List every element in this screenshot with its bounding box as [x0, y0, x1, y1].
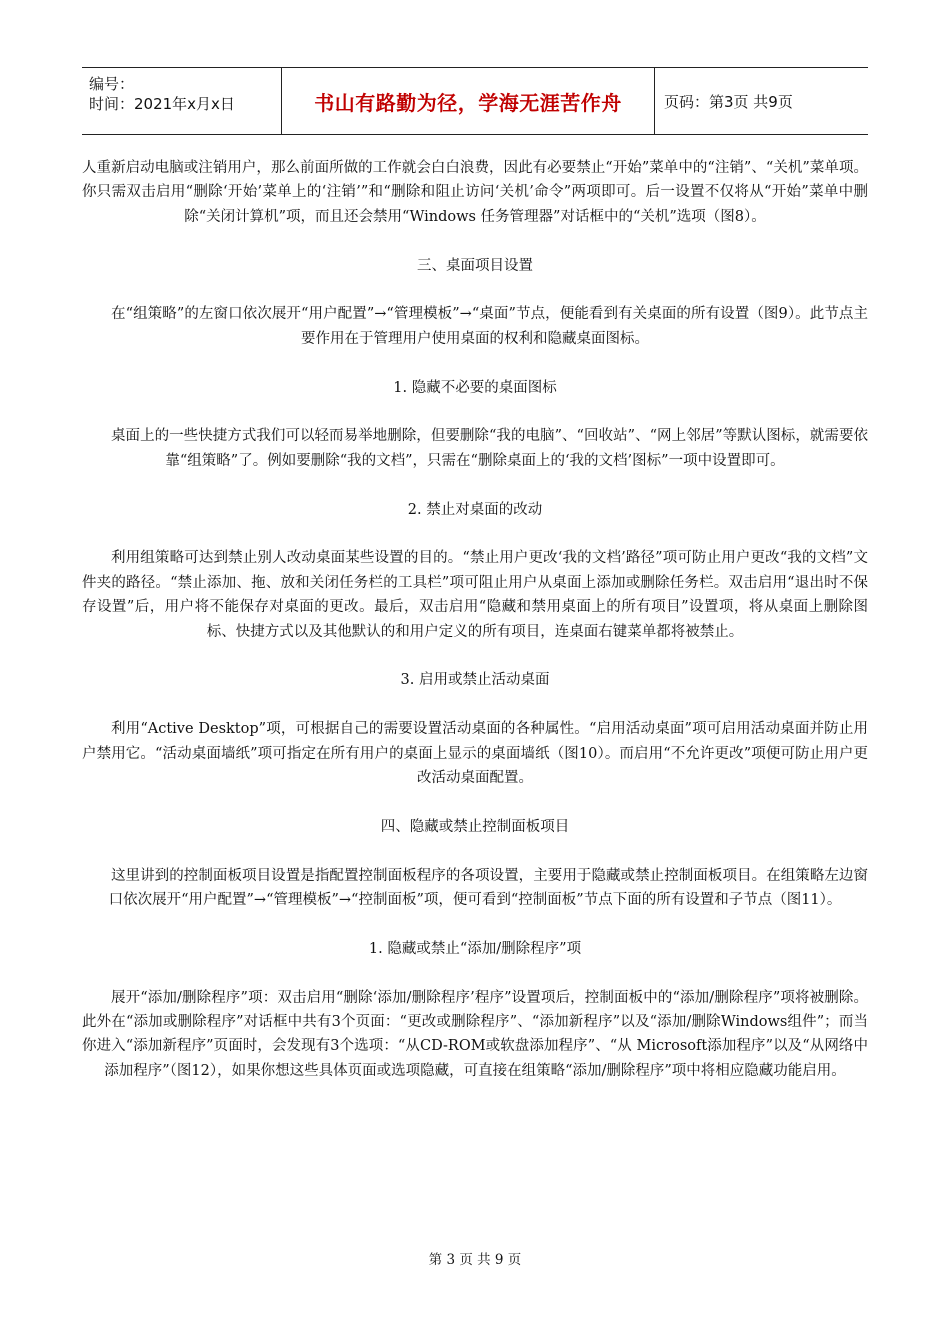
section-heading-desktop: 三、桌面项目设置	[417, 257, 533, 274]
subheading-add-remove-programs: 1. 隐藏或禁止“添加/删除程序”项	[368, 940, 582, 957]
page-footer	[0, 1248, 950, 1268]
header-motto	[282, 68, 655, 134]
page-header	[82, 67, 868, 135]
paragraph-add-remove-programs: 展开“添加/删除程序”项：双击启用“删除‘添加/删除程序’程序”设置项后，控制面板中的“添加/删除程序”项将被删除。此外在“添加或删除程序”对话框中共有3个页面：“更改或删除程序”、“添加新程序”以及“添加/删除Windows组件”；而当你进入“添加新程序”页面时，会发现有3个选项：“从CD-ROM或软盘添加程序”、“从 Microsoft添加程序”以及“从网络中添加程序”（图12），如果你想这些具体页面或选项隐藏，可直接在组策略“添加/删除程序”项中将相应隐藏功能启用。	[82, 989, 868, 1079]
footer-page-number: 第 3 页 共 9 页	[428, 1252, 522, 1268]
header-page-code	[655, 68, 868, 134]
subheading-prevent-changes: 2. 禁止对桌面的改动	[407, 501, 543, 518]
section-heading-control-panel: 四、隐藏或禁止控制面板项目	[380, 818, 570, 835]
paragraph-control-panel: 这里讲到的控制面板项目设置是指配置控制面板程序的各项设置，主要用于隐藏或禁止控制面板项目。在组策略左边窗口依次展开“用户配置”→“管理模板”→“控制面板”项，便可看到“控制面板”节点下面的所有设置和子节点（图11）。	[108, 867, 868, 909]
header-meta	[82, 68, 282, 134]
document-body	[82, 156, 868, 1083]
page-code-text: 页码：第3页 共9页	[664, 92, 793, 111]
paragraph-hide-icons: 桌面上的一些快捷方式我们可以轻而易举地删除，但要删除“我的电脑”、“回收站”、“网上邻居”等默认图标，就需要依靠“组策略”了。例如要删除“我的文档”，只需在“删除桌面上的‘我的文档’图标”一项中设置即可。	[111, 428, 868, 469]
paragraph-shutdown-settings: 人重新启动电脑或注销用户，那么前面所做的工作就会白白浪费，因此有必要禁止“开始”菜单中的“注销”、“关机”菜单项。你只需双击启用“删除‘开始’菜单上的‘注销’”和“删除和阻止访问‘关机’命令”两项即可。后一设置不仅将从“开始”菜单中删除“关闭计算机”项，而且还会禁用“Windows 任务管理器”对话框中的“关机”选项（图8）。	[82, 160, 868, 225]
paragraph-prevent-changes: 利用组策略可达到禁止别人改动桌面某些设置的目的。“禁止用户更改‘我的文档’路径”项可防止用户更改“我的文档”文件夹的路径。“禁止添加、拖、放和关闭任务栏的工具栏”项可阻止用户从桌面上添加或删除任务栏。双击启用“退出时不保存设置”后，用户将不能保存对桌面的更改。最后，双击启用“隐藏和禁用桌面上的所有项目”设置项，将从桌面上删除图标、快捷方式以及其他默认的和用户定义的所有项目，连桌面右键菜单都将被禁止。	[82, 550, 868, 640]
time-label: 时间：2021年x月x日	[89, 95, 235, 113]
subheading-hide-icons: 1. 隐藏不必要的桌面图标	[393, 379, 557, 396]
number-label: 编号：	[89, 75, 135, 93]
paragraph-active-desktop: 利用“Active Desktop”项，可根据自己的需要设置活动桌面的各种属性。“启用活动桌面”项可启用活动桌面并防止用户禁用它。“活动桌面墙纸”项可指定在所有用户的桌面上显示的桌面墙纸（图10）。而启用“不允许更改”项便可防止用户更改活动桌面配置。	[82, 721, 868, 787]
motto-text: 书山有路勤为径，学海无涯苦作舟	[314, 90, 622, 115]
paragraph-desktop-node: 在“组策略”的左窗口依次展开“用户配置”→“管理模板”→“桌面”节点，便能看到有关桌面的所有设置（图9）。此节点主要作用在于管理用户使用桌面的权利和隐藏桌面图标。	[111, 306, 868, 347]
subheading-active-desktop: 3. 启用或禁止活动桌面	[400, 672, 550, 689]
